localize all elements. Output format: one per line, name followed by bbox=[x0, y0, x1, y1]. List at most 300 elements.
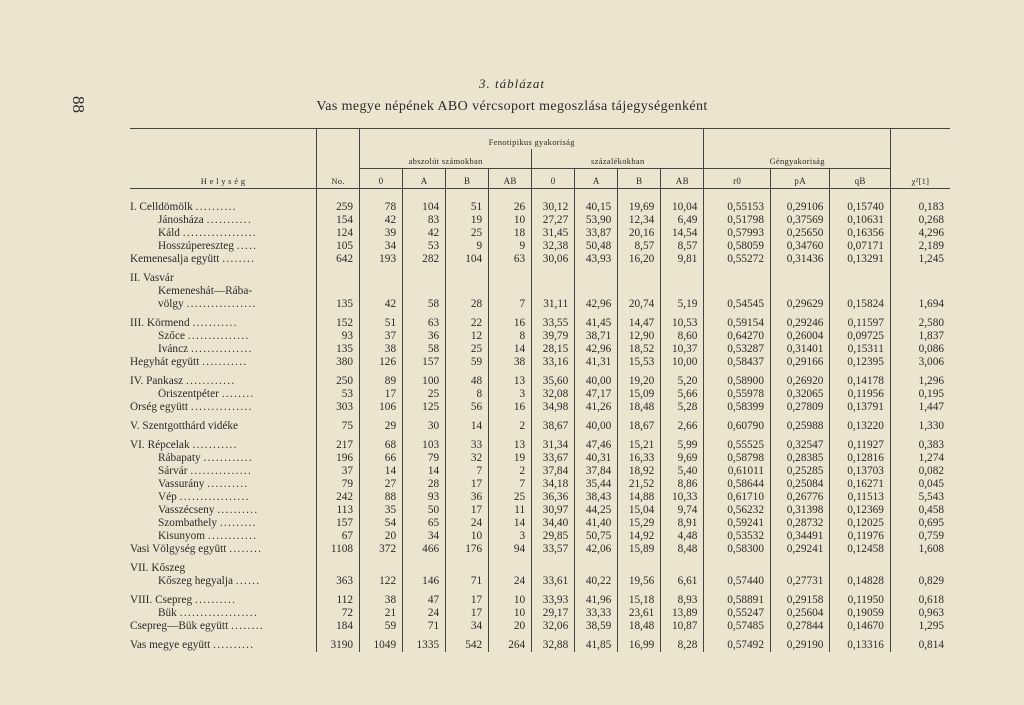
cell-value bbox=[532, 266, 575, 285]
cell-value: 0,56232 bbox=[704, 504, 771, 517]
cell-value: 0,13791 bbox=[830, 401, 890, 414]
cell-value: 17 bbox=[446, 504, 489, 517]
table-row bbox=[130, 478, 950, 491]
cell-value: 0,27809 bbox=[770, 401, 829, 414]
table-header bbox=[130, 129, 950, 189]
cell-value: 31,45 bbox=[532, 227, 575, 240]
row-place-name bbox=[130, 401, 317, 414]
cell-value: 93 bbox=[403, 491, 446, 504]
cell-value: 20 bbox=[360, 530, 403, 543]
header-pct-b: B bbox=[618, 169, 661, 189]
cell-value: 34 bbox=[446, 620, 489, 633]
row-place-name bbox=[130, 414, 317, 433]
cell-value: 71 bbox=[403, 620, 446, 633]
cell-value: 10,00 bbox=[661, 356, 704, 369]
cell-value: 16,33 bbox=[618, 452, 661, 465]
table-row bbox=[130, 388, 950, 401]
cell-value: 7 bbox=[489, 478, 532, 491]
cell-value: 36,36 bbox=[532, 491, 575, 504]
cell-value: 0,31401 bbox=[770, 343, 829, 356]
cell-value: 0,59241 bbox=[704, 517, 771, 530]
row-place-name bbox=[130, 356, 317, 369]
dot-leader: ........ bbox=[222, 253, 256, 265]
cell-value: 37 bbox=[360, 330, 403, 343]
cell-value: 40,31 bbox=[575, 452, 618, 465]
cell-value: 37,84 bbox=[575, 465, 618, 478]
cell-value: 10 bbox=[489, 588, 532, 607]
cell-value: 0,458 bbox=[890, 504, 950, 517]
cell-value bbox=[489, 556, 532, 575]
cell-value bbox=[890, 285, 950, 298]
cell-value: 59 bbox=[446, 356, 489, 369]
cell-value: 184 bbox=[317, 620, 360, 633]
cell-value bbox=[770, 266, 829, 285]
cell-value: 372 bbox=[360, 543, 403, 556]
dot-leader: .......... bbox=[207, 478, 249, 490]
place-label: Őriszentpéter bbox=[158, 388, 219, 400]
table-row bbox=[130, 369, 950, 388]
cell-value: 135 bbox=[317, 343, 360, 356]
row-place-name bbox=[130, 330, 317, 343]
cell-value: 89 bbox=[360, 369, 403, 388]
cell-value: 21,52 bbox=[618, 478, 661, 491]
cell-value bbox=[575, 285, 618, 298]
cell-value: 0,58059 bbox=[704, 240, 771, 253]
cell-value: 51 bbox=[446, 189, 489, 215]
dot-leader: ........... bbox=[192, 317, 238, 329]
cell-value bbox=[360, 266, 403, 285]
cell-value: 16 bbox=[489, 401, 532, 414]
cell-value: 0,60790 bbox=[704, 414, 771, 433]
cell-value: 25 bbox=[489, 491, 532, 504]
cell-value: 6,49 bbox=[661, 214, 704, 227]
cell-value: 27,27 bbox=[532, 214, 575, 227]
cell-value: 0,54545 bbox=[704, 298, 771, 311]
cell-value: 16,99 bbox=[618, 633, 661, 652]
cell-value bbox=[830, 285, 890, 298]
cell-value: 41,26 bbox=[575, 401, 618, 414]
cell-value: 0,58900 bbox=[704, 369, 771, 388]
cell-value: 42 bbox=[360, 298, 403, 311]
cell-value: 0,14828 bbox=[830, 575, 890, 588]
cell-value: 259 bbox=[317, 189, 360, 215]
cell-value: 16,20 bbox=[618, 253, 661, 266]
cell-value: 152 bbox=[317, 311, 360, 330]
cell-value: 15,29 bbox=[618, 517, 661, 530]
cell-value: 0,11976 bbox=[830, 530, 890, 543]
header-gene: Géngyakoriság bbox=[704, 129, 891, 169]
table-row bbox=[130, 607, 950, 620]
cell-value: 42 bbox=[360, 214, 403, 227]
dot-leader: .......... bbox=[213, 639, 255, 651]
cell-value: 15,21 bbox=[618, 433, 661, 452]
cell-value: 2,580 bbox=[890, 311, 950, 330]
cell-value bbox=[618, 285, 661, 298]
cell-value bbox=[403, 556, 446, 575]
cell-value: 13 bbox=[489, 433, 532, 452]
table-row bbox=[130, 343, 950, 356]
dot-leader: .................. bbox=[182, 227, 258, 239]
cell-value: 10 bbox=[489, 214, 532, 227]
place-label: IV. Pankasz bbox=[130, 375, 184, 387]
place-label: Rábapaty bbox=[158, 452, 201, 464]
cell-value: 0,15824 bbox=[830, 298, 890, 311]
cell-value: 0,19059 bbox=[830, 607, 890, 620]
cell-value: 78 bbox=[360, 189, 403, 215]
cell-value: 15,89 bbox=[618, 543, 661, 556]
cell-value: 34,18 bbox=[532, 478, 575, 491]
cell-value: 18,67 bbox=[618, 414, 661, 433]
cell-value bbox=[403, 285, 446, 298]
row-place-name bbox=[130, 240, 317, 253]
cell-value: 125 bbox=[403, 401, 446, 414]
cell-value: 146 bbox=[403, 575, 446, 588]
cell-value: 5,543 bbox=[890, 491, 950, 504]
row-place-name bbox=[130, 504, 317, 517]
row-place-name bbox=[130, 530, 317, 543]
cell-value: 19 bbox=[489, 452, 532, 465]
cell-value: 0,15740 bbox=[830, 189, 890, 215]
cell-value: 0,58798 bbox=[704, 452, 771, 465]
cell-value: 33,16 bbox=[532, 356, 575, 369]
cell-value: 56 bbox=[446, 401, 489, 414]
place-label: Sárvár bbox=[158, 465, 188, 477]
cell-value: 10 bbox=[489, 607, 532, 620]
cell-value: 38 bbox=[489, 356, 532, 369]
cell-value: 113 bbox=[317, 504, 360, 517]
table-title: Vas megye népének ABO vércsoport megoszlása tájegységenként bbox=[316, 99, 708, 114]
place-label: Vasi Völgység együtt bbox=[130, 543, 227, 555]
cell-value: 59 bbox=[360, 620, 403, 633]
cell-value: 38,43 bbox=[575, 491, 618, 504]
cell-value: 28 bbox=[446, 298, 489, 311]
cell-value: 34 bbox=[403, 530, 446, 543]
row-place-name bbox=[130, 311, 317, 330]
cell-value: 100 bbox=[403, 369, 446, 388]
cell-value: 5,99 bbox=[661, 433, 704, 452]
cell-value: 0,11927 bbox=[830, 433, 890, 452]
cell-value: 2 bbox=[489, 414, 532, 433]
cell-value: 32,08 bbox=[532, 388, 575, 401]
row-place-name bbox=[130, 543, 317, 556]
cell-value: 157 bbox=[317, 517, 360, 530]
header-gene-r0: r0 bbox=[704, 169, 771, 189]
cell-value: 0,29190 bbox=[770, 633, 829, 652]
cell-value: 112 bbox=[317, 588, 360, 607]
cell-value: 0,09725 bbox=[830, 330, 890, 343]
place-label: VI. Répcelak bbox=[130, 439, 190, 451]
cell-value: 104 bbox=[446, 253, 489, 266]
cell-value bbox=[575, 556, 618, 575]
cell-value bbox=[403, 266, 446, 285]
cell-value: 10,37 bbox=[661, 343, 704, 356]
cell-value: 196 bbox=[317, 452, 360, 465]
cell-value: 2 bbox=[489, 465, 532, 478]
cell-value: 41,40 bbox=[575, 517, 618, 530]
cell-value bbox=[830, 556, 890, 575]
cell-value: 66 bbox=[360, 452, 403, 465]
cell-value: 124 bbox=[317, 227, 360, 240]
dot-leader: ............... bbox=[187, 330, 250, 342]
cell-value bbox=[317, 556, 360, 575]
cell-value: 83 bbox=[403, 214, 446, 227]
cell-value: 122 bbox=[360, 575, 403, 588]
cell-value: 157 bbox=[403, 356, 446, 369]
row-place-name bbox=[130, 433, 317, 452]
dot-leader: ................. bbox=[186, 298, 257, 310]
cell-value: 1049 bbox=[360, 633, 403, 652]
row-place-name bbox=[130, 588, 317, 607]
cell-value: 47,17 bbox=[575, 388, 618, 401]
cell-value: 380 bbox=[317, 356, 360, 369]
cell-value: 25 bbox=[446, 343, 489, 356]
cell-value: 10,33 bbox=[661, 491, 704, 504]
table-row bbox=[130, 556, 950, 575]
cell-value: 15,09 bbox=[618, 388, 661, 401]
cell-value: 0,55153 bbox=[704, 189, 771, 215]
cell-value: 40,00 bbox=[575, 369, 618, 388]
cell-value: 0,11956 bbox=[830, 388, 890, 401]
table-body bbox=[130, 189, 950, 653]
cell-value: 14 bbox=[403, 465, 446, 478]
table-row bbox=[130, 214, 950, 227]
table-row bbox=[130, 266, 950, 285]
dot-leader: ........ bbox=[231, 620, 265, 632]
cell-value: 41,45 bbox=[575, 311, 618, 330]
cell-value: 13 bbox=[489, 369, 532, 388]
cell-value: 20 bbox=[489, 620, 532, 633]
cell-value: 193 bbox=[360, 253, 403, 266]
cell-value: 5,28 bbox=[661, 401, 704, 414]
cell-value: 0,55978 bbox=[704, 388, 771, 401]
cell-value: 8,86 bbox=[661, 478, 704, 491]
row-place-name bbox=[130, 517, 317, 530]
cell-value: 34,40 bbox=[532, 517, 575, 530]
cell-value: 0,26776 bbox=[770, 491, 829, 504]
cell-value: 8,57 bbox=[618, 240, 661, 253]
table-row bbox=[130, 452, 950, 465]
cell-value: 14,47 bbox=[618, 311, 661, 330]
cell-value: 0,13703 bbox=[830, 465, 890, 478]
row-place-name bbox=[130, 575, 317, 588]
cell-value: 103 bbox=[403, 433, 446, 452]
cell-value: 17 bbox=[446, 607, 489, 620]
cell-value: 8,48 bbox=[661, 543, 704, 556]
cell-value: 33,87 bbox=[575, 227, 618, 240]
cell-value: 105 bbox=[317, 240, 360, 253]
header-pct-a: A bbox=[575, 169, 618, 189]
cell-value: 0,11597 bbox=[830, 311, 890, 330]
cell-value: 40,15 bbox=[575, 189, 618, 215]
cell-value: 50 bbox=[403, 504, 446, 517]
cell-value: 33 bbox=[446, 433, 489, 452]
cell-value: 0,27731 bbox=[770, 575, 829, 588]
cell-value: 4,48 bbox=[661, 530, 704, 543]
cell-value: 217 bbox=[317, 433, 360, 452]
cell-value: 40,00 bbox=[575, 414, 618, 433]
cell-value: 1,330 bbox=[890, 414, 950, 433]
place-label: Kemeneshát—Rába- bbox=[158, 285, 253, 297]
cell-value: 4,296 bbox=[890, 227, 950, 240]
table-row bbox=[130, 253, 950, 266]
cell-value bbox=[704, 556, 771, 575]
cell-value: 0,11513 bbox=[830, 491, 890, 504]
cell-value: 15,18 bbox=[618, 588, 661, 607]
cell-value: 31,34 bbox=[532, 433, 575, 452]
cell-value: 39 bbox=[360, 227, 403, 240]
cell-value bbox=[446, 266, 489, 285]
cell-value: 63 bbox=[489, 253, 532, 266]
cell-value: 19 bbox=[446, 214, 489, 227]
dot-leader: ........... bbox=[202, 356, 248, 368]
cell-value: 42,06 bbox=[575, 543, 618, 556]
cell-value: 2,189 bbox=[890, 240, 950, 253]
cell-value: 33,93 bbox=[532, 588, 575, 607]
cell-value: 38 bbox=[360, 588, 403, 607]
cell-value: 41,96 bbox=[575, 588, 618, 607]
cell-value: 0,55247 bbox=[704, 607, 771, 620]
cell-value: 24 bbox=[403, 607, 446, 620]
cell-value: 1108 bbox=[317, 543, 360, 556]
cell-value: 65 bbox=[403, 517, 446, 530]
place-label: III. Körmend bbox=[130, 317, 190, 329]
cell-value: 0,13291 bbox=[830, 253, 890, 266]
cell-value: 5,19 bbox=[661, 298, 704, 311]
cell-value: 19,69 bbox=[618, 189, 661, 215]
cell-value: 0,53532 bbox=[704, 530, 771, 543]
cell-value: 71 bbox=[446, 575, 489, 588]
cell-value: 8,57 bbox=[661, 240, 704, 253]
cell-value: 9,81 bbox=[661, 253, 704, 266]
cell-value: 32,88 bbox=[532, 633, 575, 652]
cell-value: 3,006 bbox=[890, 356, 950, 369]
cell-value: 38,71 bbox=[575, 330, 618, 343]
dot-leader: ............... bbox=[190, 401, 253, 413]
cell-value: 0,10631 bbox=[830, 214, 890, 227]
cell-value: 542 bbox=[446, 633, 489, 652]
cell-value: 0,55525 bbox=[704, 433, 771, 452]
table-row bbox=[130, 465, 950, 478]
cell-value: 0,59154 bbox=[704, 311, 771, 330]
cell-value: 47 bbox=[403, 588, 446, 607]
cell-value: 29,17 bbox=[532, 607, 575, 620]
cell-value bbox=[661, 266, 704, 285]
place-label: V. Szentgotthárd vidéke bbox=[130, 420, 239, 432]
header-pct-ab: AB bbox=[661, 169, 704, 189]
cell-value: 39,79 bbox=[532, 330, 575, 343]
row-place-name bbox=[130, 214, 317, 227]
cell-value: 0,61710 bbox=[704, 491, 771, 504]
cell-value: 282 bbox=[403, 253, 446, 266]
cell-value: 42 bbox=[403, 227, 446, 240]
place-label: Szombathely bbox=[158, 517, 217, 529]
table-label: 3. táblázat bbox=[479, 76, 545, 91]
row-place-name bbox=[130, 452, 317, 465]
dot-leader: .......... bbox=[194, 594, 237, 606]
cell-value: 10,04 bbox=[661, 189, 704, 215]
dot-leader: ............ bbox=[203, 452, 253, 464]
place-label: VII. Kőszeg bbox=[130, 562, 186, 574]
cell-value: 3 bbox=[489, 388, 532, 401]
table-row bbox=[130, 491, 950, 504]
table-row bbox=[130, 240, 950, 253]
cell-value: 14,92 bbox=[618, 530, 661, 543]
cell-value: 38,59 bbox=[575, 620, 618, 633]
cell-value: 34 bbox=[360, 240, 403, 253]
cell-value bbox=[618, 266, 661, 285]
place-label: II. Vasvár bbox=[130, 272, 174, 284]
cell-value: 104 bbox=[403, 189, 446, 215]
row-place-name bbox=[130, 633, 317, 652]
table-row bbox=[130, 620, 950, 633]
cell-value: 0,086 bbox=[890, 343, 950, 356]
cell-value: 33,67 bbox=[532, 452, 575, 465]
dot-leader: ................... bbox=[179, 607, 259, 619]
cell-value: 303 bbox=[317, 401, 360, 414]
cell-value: 1,608 bbox=[890, 543, 950, 556]
dot-leader: .......... bbox=[217, 504, 259, 516]
cell-value bbox=[890, 556, 950, 575]
table-row bbox=[130, 189, 950, 215]
cell-value: 19,20 bbox=[618, 369, 661, 388]
cell-value: 63 bbox=[403, 311, 446, 330]
cell-value: 35,60 bbox=[532, 369, 575, 388]
cell-value: 0,829 bbox=[890, 575, 950, 588]
cell-value: 34,98 bbox=[532, 401, 575, 414]
cell-value: 0,34491 bbox=[770, 530, 829, 543]
cell-value: 1,837 bbox=[890, 330, 950, 343]
cell-value: 0,64270 bbox=[704, 330, 771, 343]
cell-value: 53,90 bbox=[575, 214, 618, 227]
cell-value: 6,61 bbox=[661, 575, 704, 588]
cell-value: 0,57485 bbox=[704, 620, 771, 633]
cell-value: 0,51798 bbox=[704, 214, 771, 227]
header-percent: százalékokban bbox=[532, 149, 704, 169]
cell-value: 0,045 bbox=[890, 478, 950, 491]
cell-value: 36 bbox=[446, 491, 489, 504]
cell-value: 0,55272 bbox=[704, 253, 771, 266]
cell-value: 7 bbox=[489, 298, 532, 311]
cell-value: 7 bbox=[446, 465, 489, 478]
cell-value: 5,66 bbox=[661, 388, 704, 401]
place-label: Bük bbox=[158, 607, 177, 619]
cell-value bbox=[661, 556, 704, 575]
cell-value: 33,61 bbox=[532, 575, 575, 588]
row-place-name bbox=[130, 285, 317, 298]
row-place-name bbox=[130, 607, 317, 620]
cell-value: 53 bbox=[403, 240, 446, 253]
header-gene-qb: qB bbox=[830, 169, 890, 189]
cell-value: 43,93 bbox=[575, 253, 618, 266]
place-label: I. Celldömölk bbox=[130, 201, 193, 213]
cell-value: 0,32065 bbox=[770, 388, 829, 401]
cell-value bbox=[446, 556, 489, 575]
place-label: Vas megye együtt bbox=[130, 639, 211, 651]
cell-value: 3190 bbox=[317, 633, 360, 652]
cell-value: 41,31 bbox=[575, 356, 618, 369]
cell-value: 30,06 bbox=[532, 253, 575, 266]
cell-value: 264 bbox=[489, 633, 532, 652]
cell-value: 21 bbox=[360, 607, 403, 620]
cell-value: 0,07171 bbox=[830, 240, 890, 253]
cell-value: 0,12025 bbox=[830, 517, 890, 530]
cell-value: 51 bbox=[360, 311, 403, 330]
cell-value: 0,58437 bbox=[704, 356, 771, 369]
cell-value: 28 bbox=[403, 478, 446, 491]
cell-value: 25 bbox=[403, 388, 446, 401]
cell-value: 50,48 bbox=[575, 240, 618, 253]
cell-value: 0,25650 bbox=[770, 227, 829, 240]
